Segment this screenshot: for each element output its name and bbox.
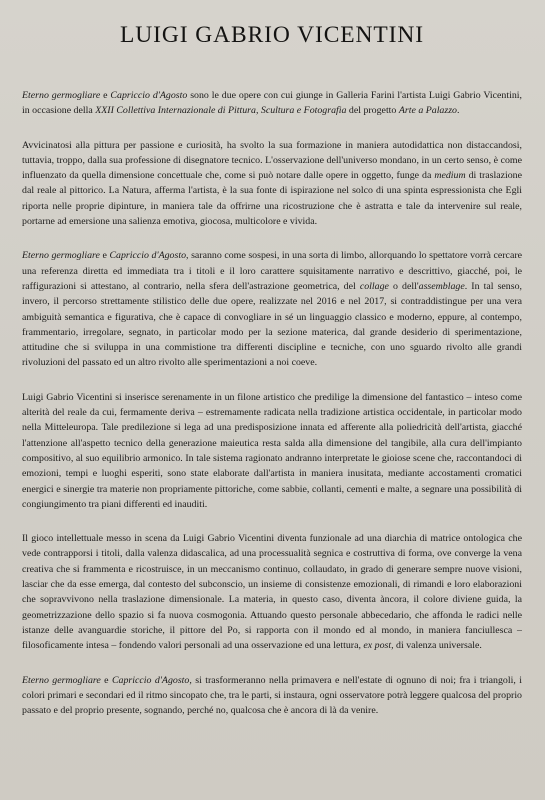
italic-title-text: Capriccio d'Agosto — [109, 250, 187, 262]
paragraph-closing: Eterno germogliare e Capriccio d'Agosto, si trasformeranno nella primavera e nell'estate di ognuno di noi; fra i triangoli, i colori primari e secondari ed il ritmo sincopato che, tra le parti, si instaura, ogni osservatore potrà leggere qualcosa del proprio passato e del proprio presente, sognando, perché no, qualcosa che è ancora di là da venire. — [22, 674, 522, 717]
italic-title-text: medium — [434, 170, 466, 182]
italic-title-text: assemblage — [418, 280, 465, 292]
italic-title-text: collage — [359, 280, 389, 292]
italic-title-text: Capriccio d'Agosto — [110, 90, 188, 101]
body-text — [22, 88, 522, 718]
italic-title-text: Eterno germogliare — [22, 674, 101, 686]
paragraph-intro: Eterno germogliare e Capriccio d'Agosto sono le due opere con cui giunge in Galleria Farini l'artista Luigi Gabrio Vicentini, in occasione della XXII Collettiva Internazionale di Pittura, Scultura e Fotografia del progetto Arte a Palazzo. — [22, 90, 522, 117]
italic-title-text: XXII Collettiva Internazionale di Pittura, Scultura e Fotografia — [95, 105, 347, 117]
paragraph-formation: Avvicinatosi alla pittura per passione e curiosità, ha svolto la sua formazione in maniera autodidattica non distaccandosi, tuttavia, troppo, dalla sua professione di disegnatore tecnico. L'osservazione dell'universo mondano, in un certo senso, è come influenzato da quella dimensione concettuale che, come si può notare dalle opere in oggetto, funge da medium di traslazione dal reale al pittorico. La Natura, afferma l'artista, è la sua fonte di ispirazione nel solco di una spinta espressionista che Egli riporta nelle proprie dipinture, in maniera tale da offrirne una ricostruzione che è astratta e tale da intervenire sul reale, portarne ad emersione una salienza emotiva, giocosa, multicolore e vivida. — [22, 139, 522, 228]
italic-title-text: Eterno germogliare — [22, 90, 101, 101]
italic-title-text: Arte a Palazzo — [398, 105, 457, 117]
italic-title-text: Capriccio d'Agosto — [111, 674, 190, 686]
paragraph-works-style: Eterno germogliare e Capriccio d'Agosto, saranno come sospesi, in una sorta di limbo, allorquando lo spettatore vorrà cercare una referenza diretta ed immediata tra i titoli e il loro carattere squisitamente narrativo e descrittivo, giacché, poi, le raffigurazioni si attestano, al contrario, nella sfera dell'astrazione geometrica, del collage o dell'assemblage. In tal senso, invero, il percorso strettamente stilistico delle due opere, realizzate nel 2016 e nel 2017, si contraddistingue per una vera ambiguità semantica e figurativa, che è capace di convogliare in sé un linguaggio classico e moderno, eppure, al contempo, frammentario, irregolare, segnato, in particolar modo per la sezione materica, dal grande desiderio di sperimentazione, attitudine che si sviluppa in una commistione tra differenti discipline e tecniche, con uno sguardo rivolto alle grandi rivoluzioni del passato ed un altro rivolto alle sperimentazioni a noi coeve. — [22, 250, 522, 369]
paragraph-fantastic: Luigi Gabrio Vicentini si inserisce serenamente in un filone artistico che predilige la dimensione del fantastico – inteso come alterità del reale da cui, fermamente deriva – estremamente radicata nella tradizione artistica occidentale, in particolar modo nella Mitteleuropa. Tale predilezione si lega ad una predisposizione innata ed afferente alla poliedricità dell'artista, giacché l'attenzione all'aspetto tecnico della generazione maieutica resta salda alla dimensione del tangibile, alla cura dell'impianto compositivo, al suo equilibrio armonico. In tale sistema ragionato andranno interpretate le gioiose scene che, raccontandoci di emozioni, tempi e luoghi esperiti, sono state elaborate dall'artista in maniera inusitata, mediante accostamenti cromatici energici e sinergie tra materie non propriamente pittoriche, come sabbie, collanti, cementi e malte, a segnare una possibilità di congiungimento tra piani differenti ed inauditi. — [22, 391, 522, 510]
artist-title: LUIGI GABRIO VICENTINI — [120, 22, 424, 48]
italic-title-text: ex post — [363, 640, 392, 652]
paragraph-intellectual-game: Il gioco intellettuale messo in scena da Luigi Gabrio Vicentini diventa funzionale ad una diarchia di matrice ontologica che vede contrapporsi i titoli, dalla valenza didascalica, ad una processualità segnica e costruttiva di forma, ove converge la vena creativa che si frammenta e ricostruisce, in un meccanismo continuo, collaudato, in grado di generare sempre nuove visioni, lasciar che da esse emerga, dal contesto del subconscio, un insieme di consistenze emozionali, di rimandi e loro elaborazioni che sopravvivono nella traslazione dimensionale. La materia, in questo caso, diventa àncora, il colore diviene guida, la geometrizzazione dello spazio si fa nuova cosmogonia. Attuando questo personale abbecedario, che affonda le radici nelle istanze delle avanguardie storiche, il pittore del Po, si rapporta con il mondo ed al mondo, in maniera fanciullesca – filosoficamente intesa – fondendo valori personali ad una osservazione ed una lettura, ex post, di valenza universale. — [22, 533, 522, 652]
italic-title-text: Eterno germogliare — [22, 250, 100, 262]
